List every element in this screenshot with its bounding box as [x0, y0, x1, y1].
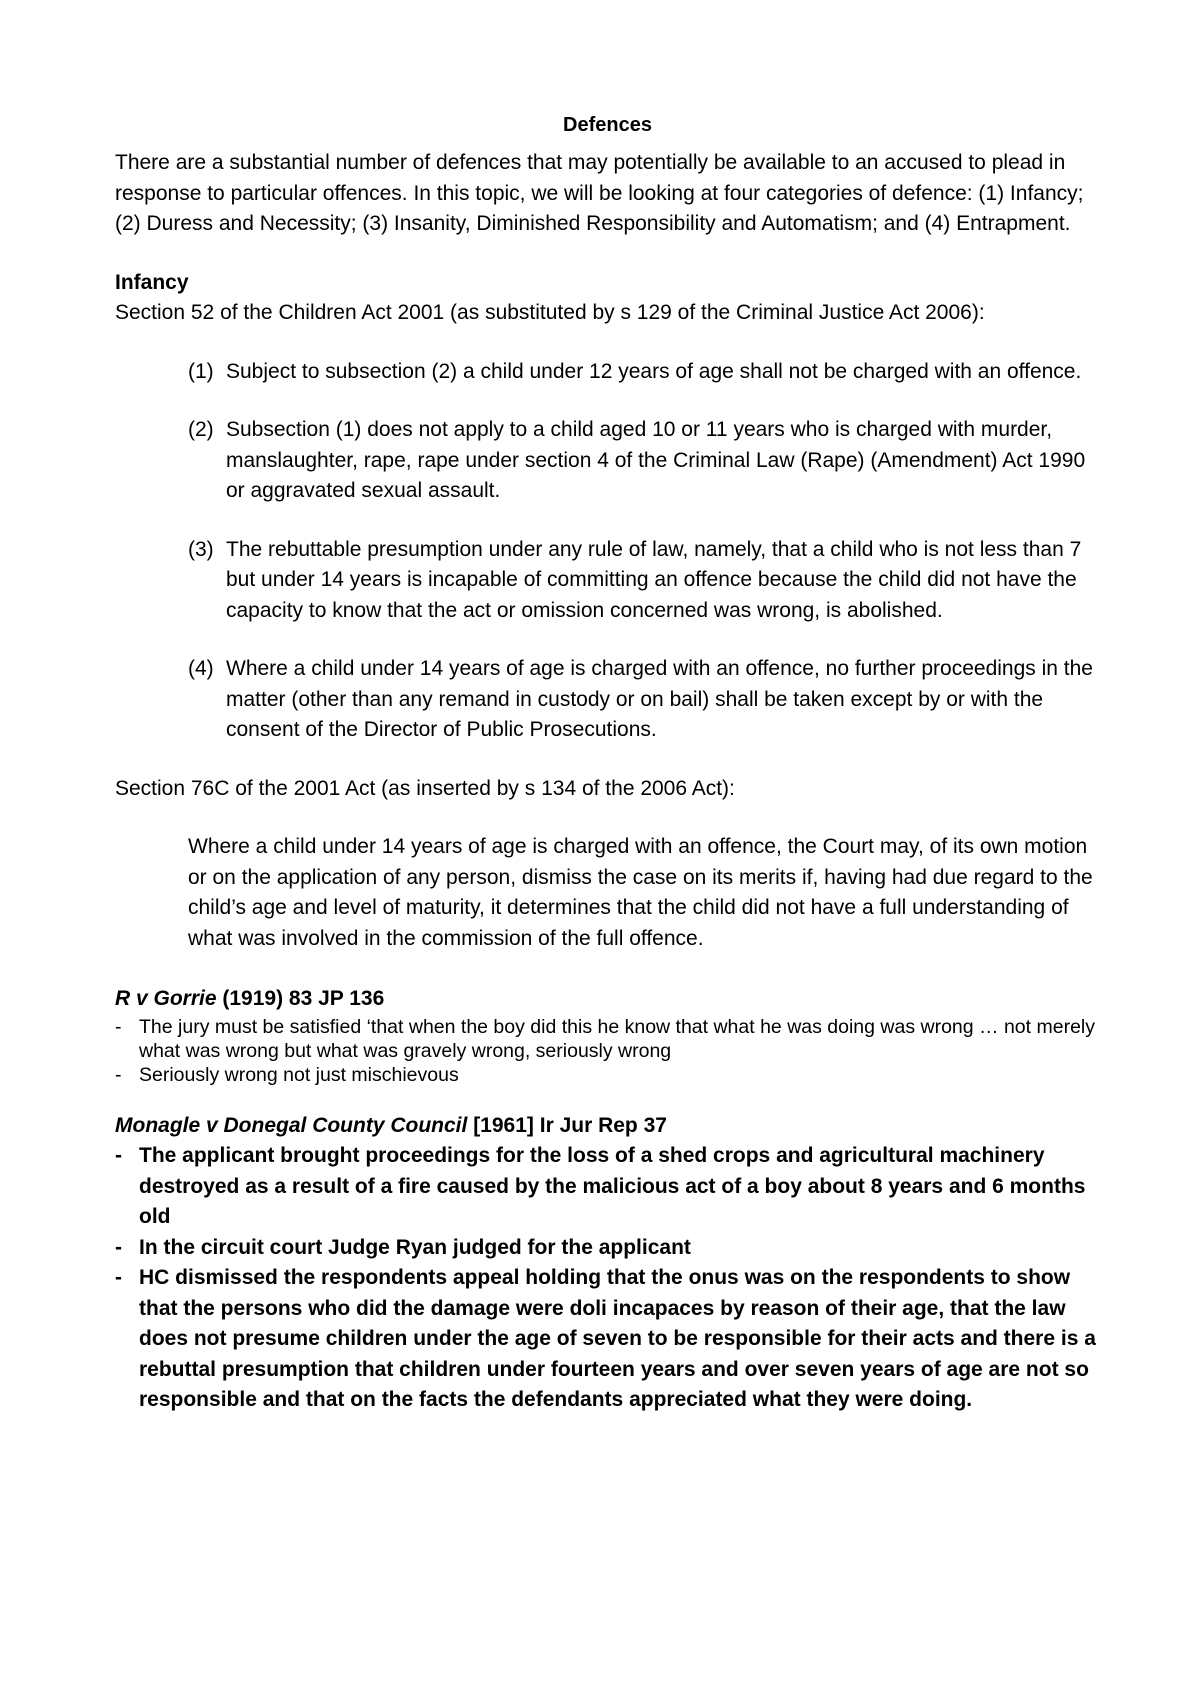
list-item [115, 1233, 1100, 1264]
document-title: Defences [563, 114, 652, 136]
document-page [115, 110, 1100, 1416]
section76c-quote: Where a child under 14 years of age is charged with an offence, the Court may, of its own motion or on the application of any person, dismiss the case on its merits if, having had due regard to the child’s age and level of maturity, it determines that the child did not have a full understanding of what was involved in the commission of the full offence. [188, 835, 1093, 950]
section52-intro: Section 52 of the Children Act 2001 (as substituted by s 129 of the Criminal Justice Act 2006): [115, 301, 985, 324]
infancy-heading: Infancy [115, 270, 189, 294]
dash-bullet-icon: - [115, 1015, 122, 1038]
subsection-item [115, 415, 1100, 507]
case-citation: (1919) 83 JP 136 [216, 987, 385, 1010]
list-item [115, 1263, 1100, 1416]
subsection-text: Where a child under 14 years of age is charged with an offence, no further proceedings in the matter (other than any remand in custody or on bail) shall be taken except by or with the consent of the Director of Public Prosecutions. [226, 657, 1093, 741]
list-item-text: The applicant brought proceedings for the loss of a shed crops and agricultural machinery destroyed as a result of a fire caused by the malicious act of a boy about 8 years and 6 months old [139, 1144, 1086, 1228]
section76c-intro: Section 76C of the 2001 Act (as inserted by s 134 of the 2006 Act): [115, 776, 735, 800]
case-name: Monagle v Donegal County Council [115, 1113, 468, 1137]
dash-bullet-icon: - [115, 1266, 122, 1289]
subsection-text: Subject to subsection (2) a child under 12 years of age shall not be charged with an offence. [226, 359, 1082, 383]
list-item-text: In the circuit court Judge Ryan judged for the applicant [139, 1235, 691, 1259]
list-item-text: The jury must be satisfied ‘that when the boy did this he know that what he was doing was wrong … not merely what was wrong but what was gravely wrong, seriously wrong [139, 1015, 1095, 1062]
dash-bullet-icon: - [115, 1144, 122, 1167]
list-item-text: HC dismissed the respondents appeal holding that the onus was on the respondents to show that the persons who did the damage were doli incapaces by reason of their age, that the law does not presume children under the age of seven to be responsible for their acts and there is a rebuttal presumption that children under fourteen years and over seven years of age are not so responsible and that on the facts the defendants appreciated what they were doing. [139, 1266, 1096, 1411]
subsection-item [115, 654, 1100, 746]
list-item [115, 1063, 1100, 1087]
subsection-item [115, 357, 1100, 388]
case-heading-gorrie [115, 984, 1100, 1015]
subsection-number: (4) [188, 657, 214, 680]
subsection-number: (3) [188, 537, 214, 561]
intro-paragraph: There are a substantial number of defences that may potentially be available to an accused to plead in response to particular offences. In this topic, we will be looking at four categories of defence: (1) Infancy; (2) Duress and Necessity; (3) Insanity, Diminished Responsibility and Automatism; and (4) Entrapment. [115, 151, 1084, 235]
subsection-number: (1) [188, 359, 214, 383]
case-heading-monagle [115, 1111, 1100, 1142]
list-item-text: Seriously wrong not just mischievous [139, 1063, 459, 1086]
case-name: R v Gorrie [115, 987, 217, 1010]
section52-subsections [115, 357, 1100, 746]
dash-bullet-icon: - [115, 1063, 122, 1086]
subsection-number: (2) [188, 418, 214, 441]
case-citation: [1961] Ir Jur Rep 37 [467, 1113, 667, 1137]
subsection-item [115, 535, 1100, 627]
list-item [115, 1015, 1100, 1063]
list-item [115, 1141, 1100, 1233]
case-points-gorrie [115, 1015, 1100, 1087]
case-points-monagle [115, 1141, 1100, 1416]
dash-bullet-icon: - [115, 1235, 122, 1259]
subsection-text: Subsection (1) does not apply to a child aged 10 or 11 years who is charged with murder, manslaughter, rape, rape under section 4 of the Criminal Law (Rape) (Amendment) Act 1990 or aggravated sexual assault. [226, 418, 1086, 502]
subsection-text: The rebuttable presumption under any rule of law, namely, that a child who is not less than 7 but under 14 years is incapable of committing an offence because the child did not have the capacity to know that the act or omission concerned was wrong, is abolished. [226, 537, 1082, 622]
